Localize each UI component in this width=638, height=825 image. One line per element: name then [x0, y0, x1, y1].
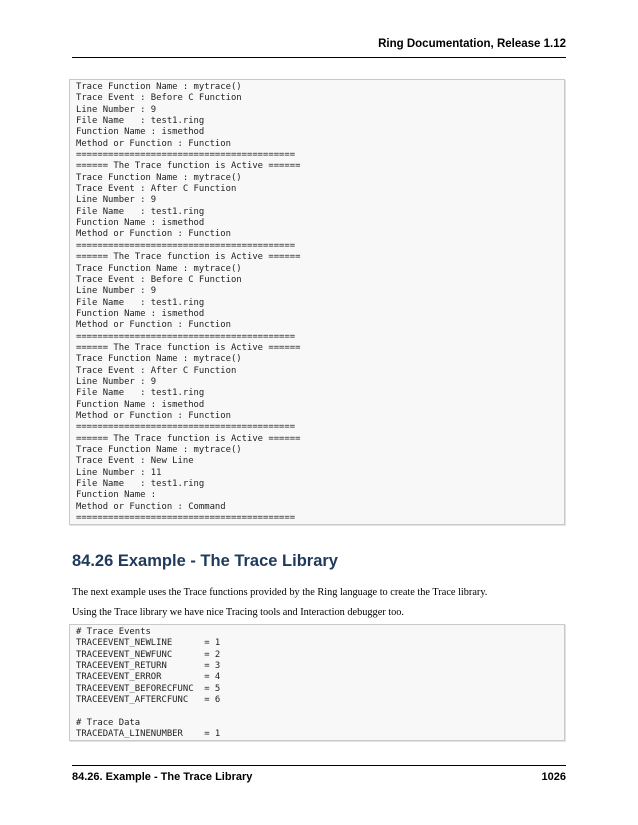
page-header-title: Ring Documentation, Release 1.12: [378, 38, 566, 50]
code-line: Function Name : ismethod: [76, 218, 205, 229]
code-line: File Name : test1.ring: [76, 206, 205, 217]
code-line: Line Number : 9: [76, 286, 157, 297]
code-line: TRACEEVENT_ERROR = 4: [76, 672, 221, 683]
code-line: TRACEEVENT_AFTERCFUNC = 6: [76, 695, 221, 706]
code-line: Trace Event : After C Function: [76, 365, 237, 376]
code-line: Method or Function : Function: [76, 410, 231, 421]
code-line: =========================================: [76, 422, 296, 433]
code-line: Trace Event : Before C Function: [76, 274, 242, 285]
code-line: ====== The Trace function is Active ======: [76, 433, 301, 444]
code-block-trace-library: [69, 624, 565, 741]
code-line: TRACEEVENT_BEFORECFUNC = 5: [76, 683, 221, 694]
code-line: TRACEEVENT_NEWLINE = 1: [76, 638, 221, 649]
code-line: Method or Function : Function: [76, 138, 231, 149]
code-line: Trace Function Name : mytrace(): [76, 172, 242, 183]
code-line: Trace Function Name : mytrace(): [76, 263, 242, 274]
header-divider: [72, 57, 566, 58]
code-line: ====== The Trace function is Active ======: [76, 252, 301, 263]
code-line: File Name : test1.ring: [76, 297, 205, 308]
footer-section-label: 84.26. Example - The Trace Library: [72, 771, 253, 783]
code-line: Function Name :: [76, 490, 157, 501]
code-line: Line Number : 9: [76, 104, 157, 115]
code-line: =========================================: [76, 150, 296, 161]
code-line: Line Number : 9: [76, 195, 157, 206]
code-line: File Name : test1.ring: [76, 479, 205, 490]
code-text: [76, 627, 564, 740]
code-line: TRACEEVENT_RETURN = 3: [76, 661, 221, 672]
code-line: Trace Function Name : mytrace(): [76, 354, 242, 365]
code-line: Trace Event : Before C Function: [76, 93, 242, 104]
code-line: Trace Function Name : mytrace(): [76, 82, 242, 92]
code-line: Trace Event : After C Function: [76, 184, 237, 195]
code-line: File Name : test1.ring: [76, 388, 205, 399]
code-block-trace-output: [69, 79, 565, 525]
code-line: File Name : test1.ring: [76, 116, 205, 127]
code-line: Line Number : 9: [76, 376, 157, 387]
code-line: ====== The Trace function is Active ======: [76, 342, 301, 353]
code-line: Trace Event : New Line: [76, 456, 194, 467]
code-line: TRACEEVENT_NEWFUNC = 2: [76, 649, 221, 660]
page-number: 1026: [541, 771, 566, 783]
code-line: =========================================: [76, 331, 296, 342]
footer-divider: [72, 765, 566, 766]
code-line: TRACEDATA_LINENUMBER = 1: [76, 729, 221, 740]
code-line: Function Name : ismethod: [76, 308, 205, 319]
code-line: Function Name : ismethod: [76, 127, 205, 138]
code-line: # Trace Data: [76, 717, 141, 728]
code-line: [76, 706, 81, 716]
code-line: Method or Function : Command: [76, 501, 226, 512]
paragraph: The next example uses the Trace functions provided by the Ring language to create the Trace library.: [72, 587, 488, 598]
section-title: 84.26 Example - The Trace Library: [72, 552, 338, 570]
code-line: =========================================: [76, 513, 296, 524]
code-line: Method or Function : Function: [76, 320, 231, 331]
code-line: ====== The Trace function is Active ======: [76, 161, 301, 172]
paragraph: Using the Trace library we have nice Tracing tools and Interaction debugger too.: [72, 607, 404, 618]
code-line: Method or Function : Function: [76, 229, 231, 240]
code-text: [76, 82, 564, 524]
code-line: Function Name : ismethod: [76, 399, 205, 410]
code-line: Line Number : 11: [76, 467, 162, 478]
code-line: # Trace Events: [76, 627, 151, 637]
code-line: Trace Function Name : mytrace(): [76, 445, 242, 455]
code-line: =========================================: [76, 240, 296, 251]
